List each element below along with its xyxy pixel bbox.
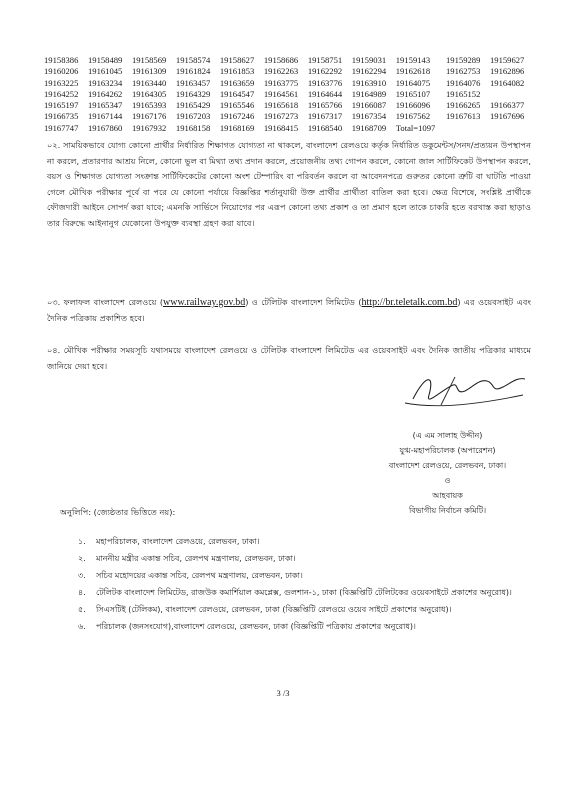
copy-to-item: [70, 586, 520, 599]
copy-to-item-text: মাননীয় মন্ত্রীর একান্ত সচিব, রেলপথ মন্ত্রণালয়, রেলভবন, ঢাকা।: [96, 554, 296, 563]
roll-number: 19164075: [395, 77, 431, 88]
roll-number: 19162896: [489, 66, 525, 77]
copy-to-item: [70, 535, 520, 548]
roll-number: 19163659: [219, 77, 255, 88]
roll-number: 19158627: [219, 55, 255, 65]
roll-number: 19163234: [87, 77, 123, 88]
copy-to-item: [70, 552, 520, 565]
copy-to-item-number: ১.: [78, 537, 86, 546]
roll-number: 19161824: [175, 66, 211, 77]
roll-number: 19167747: [44, 122, 79, 133]
copy-to-item-text: সচিব মহোদয়ের একান্ত সচিব, রেলপথ মন্ত্রণালয়, রেলভবন, ঢাকা।: [96, 571, 303, 580]
signatory-role: আহবায়ক: [432, 491, 463, 500]
roll-number: 19161309: [131, 66, 167, 77]
railway-website-link[interactable]: www.railway.gov.bd: [163, 297, 246, 308]
roll-number: 19168158: [175, 122, 211, 133]
roll-number: 19167354: [351, 111, 387, 122]
roll-number: 19164252: [44, 88, 79, 99]
roll-number: 19165107: [395, 88, 431, 99]
copy-to-item-number: ৪.: [78, 588, 86, 597]
teletalk-website-link[interactable]: http://br.teletalk.com.bd: [361, 297, 458, 308]
roll-number: 19167317: [307, 111, 343, 122]
roll-number: 19165393: [131, 100, 167, 111]
roll-row: [44, 55, 534, 66]
roll-number: 19164644: [307, 88, 343, 99]
signatory-designation: যুগ্ম-মহাপরিচালক (অপারেশন): [399, 446, 496, 455]
roll-number: 19162292: [307, 66, 343, 77]
roll-number: 19158574: [175, 55, 211, 65]
roll-number: 19165429: [175, 100, 211, 111]
roll-number: 19159143: [395, 55, 431, 65]
roll-number: 19167696: [489, 111, 525, 122]
roll-number: 19162618: [395, 66, 431, 77]
roll-number: 19167932: [131, 122, 167, 133]
roll-number: 19163776: [307, 77, 343, 88]
roll-number: 19164561: [263, 88, 299, 99]
copy-to-item-text: সিএসটিই (টেলিকম), বাংলাদেশ রেলওয়ে, রেলভবন, ঢাকা (বিজ্ঞপ্তিটি রেলওয়ে ওয়েব সাইটে প্রকাশের অনুরোধ)।: [96, 605, 452, 614]
roll-number: 19168540: [307, 122, 343, 133]
roll-number: 19161853: [219, 66, 255, 77]
copy-to-item: [70, 569, 520, 582]
roll-number: 19161045: [87, 66, 123, 77]
roll-number: 19166265: [446, 100, 481, 111]
roll-number: 19160206: [44, 66, 79, 77]
roll-row: [44, 100, 534, 111]
roll-number-table: [44, 55, 534, 134]
paragraph-2: ০২. সাময়িকভাবে যোগ্য কোনো প্রার্থীর নির্ধারিত শিক্ষাগত যোগ্যতা না থাকলে, বাংলাদেশ রেলওয়ে কর্তৃক নির্ধারিত ডকুমেন্টস/সনদ/প্রত্যয়ন উপস্থাপন না করলে, প্রতারণার আশ্রয় নিলে, কোনো ভুল বা মিথ্যা তথ্য প্রদান করলে, প্রয়োজনীয় তথ্য গোপন করলে, কোনো জাল সার্টিফিকেট উপস্থাপন করলে, বয়স ও শিক্ষাগত যোগ্যতা সংক্রান্ত সার্টিফিকেটের কোনো অংশ টেম্পারিং বা পরিবর্তন করলে বা আবেদনপত্রে গুরুতর কোনো ত্রুটি বা ঘাটতি পাওয়া গেলে মৌখিক পরীক্ষার পূর্বে বা পরে যে কোনো পর্যায়ে বিজ্ঞপ্তির শর্তানুযায়ী উক্ত প্রার্থীর প্রার্থীতা বাতিল করা হবে। ক্ষেত্র বিশেষে, সংশ্লিষ্ট প্রার্থীকে ফৌজদারী আইনে সোপর্দ করা যাবে; এমনকি সার্ভিসে নিয়োগের পর এরূপ কোনো তথ্য প্রকাশ ও তা প্রমাণ হলে তাকে চাকরি হতে বরখাস্ত করা ছাড়াও তার বিরুদ্ধে আইনানুগ যেকোনো উপযুক্ত ব্যবস্থা গ্রহণ করা যাবে।: [47, 140, 531, 228]
roll-number: 19166377: [489, 100, 525, 111]
roll-row: [44, 66, 534, 77]
copy-to-item: [70, 603, 520, 616]
roll-number: 19165546: [219, 100, 255, 111]
para3-middle: ) ও টেলিটক বাংলাদেশ লিমিটেড (: [245, 297, 362, 307]
roll-number: 19164989: [351, 88, 387, 99]
roll-number: 19162294: [351, 66, 387, 77]
signature-block: [360, 428, 535, 518]
roll-number: 19158751: [307, 55, 343, 65]
roll-number: 19165347: [87, 100, 123, 111]
roll-number: 19158489: [87, 55, 123, 65]
roll-number: 19158569: [131, 55, 167, 65]
copy-to-item-number: ২.: [78, 554, 86, 563]
copy-to-heading: অনুলিপি: (জ্যেষ্ঠতার ভিত্তিতে নয়):: [60, 507, 176, 517]
handwritten-signature: [395, 365, 535, 415]
paragraph-4: ০৪. মৌখিক পরীক্ষার সময়সূচি যথাসময়ে বাংলাদেশ রেলওয়ে ও টেলিটক বাংলাদেশ লিমিটেড এর ওয়েবসাইট এবং দৈনিক জাতীয় পত্রিকার মাধ্যমে জানিয়ে দেয়া হবে।: [47, 345, 531, 371]
roll-number: 19163910: [351, 77, 387, 88]
roll-number: 19165766: [307, 100, 343, 111]
roll-number: 19158386: [44, 55, 79, 65]
roll-row: [44, 111, 534, 122]
roll-number: 19167562: [395, 111, 431, 122]
copy-to-item-number: ৬.: [78, 622, 86, 631]
roll-row: [44, 78, 534, 89]
roll-number: 19167273: [263, 111, 299, 122]
roll-number: 19166096: [395, 100, 431, 111]
roll-number: 19167860: [87, 122, 123, 133]
copy-to-item-text: টেলিটক বাংলাদেশ লিমিটেড, রাজউক কমার্শিয়াল কমপ্লেক্স, গুলশান-১, ঢাকা (বিজ্ঞপ্তিটি টেলিটকের ওয়েবসাইটে প্রকাশের অনুরোধ)।: [96, 588, 512, 597]
roll-number: 19167203: [175, 111, 211, 122]
roll-number: 19165152: [446, 88, 481, 99]
signatory-name: (এ এম সালাহ উদ্দীন): [412, 431, 483, 440]
copy-to-list: [70, 535, 520, 637]
roll-number: 19164547: [219, 88, 255, 99]
roll-number: 19168709: [351, 122, 387, 133]
copy-to-item-text: মহাপরিচালক, বাংলাদেশ রেলওয়ে, রেলভবন, ঢাকা।: [96, 537, 260, 546]
signatory-conjunction: ও: [444, 476, 451, 485]
roll-number: 19163440: [131, 77, 167, 88]
roll-number: 19164082: [489, 77, 525, 88]
roll-number: 19168415: [263, 122, 299, 133]
roll-number: 19166735: [44, 111, 79, 122]
roll-number: 19159031: [351, 55, 387, 65]
roll-number: 19162753: [446, 66, 481, 77]
roll-number: 19167613: [446, 111, 481, 122]
roll-number: 19163457: [175, 77, 211, 88]
roll-number: 19164329: [175, 88, 211, 99]
roll-row: [44, 89, 534, 100]
roll-number: 19164305: [131, 88, 167, 99]
copy-to-item-number: ৫.: [78, 605, 86, 614]
roll-number: 19166087: [351, 100, 387, 111]
roll-number: 19163225: [44, 77, 79, 88]
para3-prefix: ০৩. ফলাফল বাংলাদেশ রেলওয়ে (: [47, 297, 164, 307]
total-count: Total=1097: [395, 122, 436, 133]
copy-to-item-text: পরিচালক (জনসংযোগ),বাংলাদেশ রেলওয়ে, রেলভবন, ঢাকা (বিজ্ঞপ্তিটি পত্রিকায় প্রকাশের অনুরোধ)।: [96, 622, 416, 631]
copy-to-item: [70, 620, 520, 633]
paragraph-3: [47, 295, 531, 326]
roll-number: 19167144: [87, 111, 123, 122]
page-number: 3 /3: [276, 688, 290, 698]
roll-number: 19158686: [263, 55, 299, 65]
copy-to-item-number: ৩.: [78, 571, 86, 580]
roll-number: 19167176: [131, 111, 167, 122]
roll-number: 19164076: [446, 77, 481, 88]
para3-suffix: ) এর ওয়েবসাইট এবং দৈনিক পত্রিকায় প্রকাশিত হবে।: [47, 297, 531, 323]
roll-number: 19165197: [44, 100, 79, 111]
roll-number: 19162263: [263, 66, 299, 77]
roll-number: 19168169: [219, 122, 255, 133]
roll-number: 19159627: [489, 55, 525, 65]
roll-number: 19167246: [219, 111, 255, 122]
roll-number: 19159289: [446, 55, 481, 65]
roll-number: 19164262: [87, 88, 123, 99]
signatory-committee: বিভাগীয় নির্বাচন কমিটি।: [408, 506, 487, 515]
roll-number: 19163775: [263, 77, 299, 88]
signatory-office: বাংলাদেশ রেলওয়ে, রেলভবন, ঢাকা।: [388, 461, 507, 470]
roll-row: [44, 123, 534, 134]
roll-number: 19165618: [263, 100, 299, 111]
